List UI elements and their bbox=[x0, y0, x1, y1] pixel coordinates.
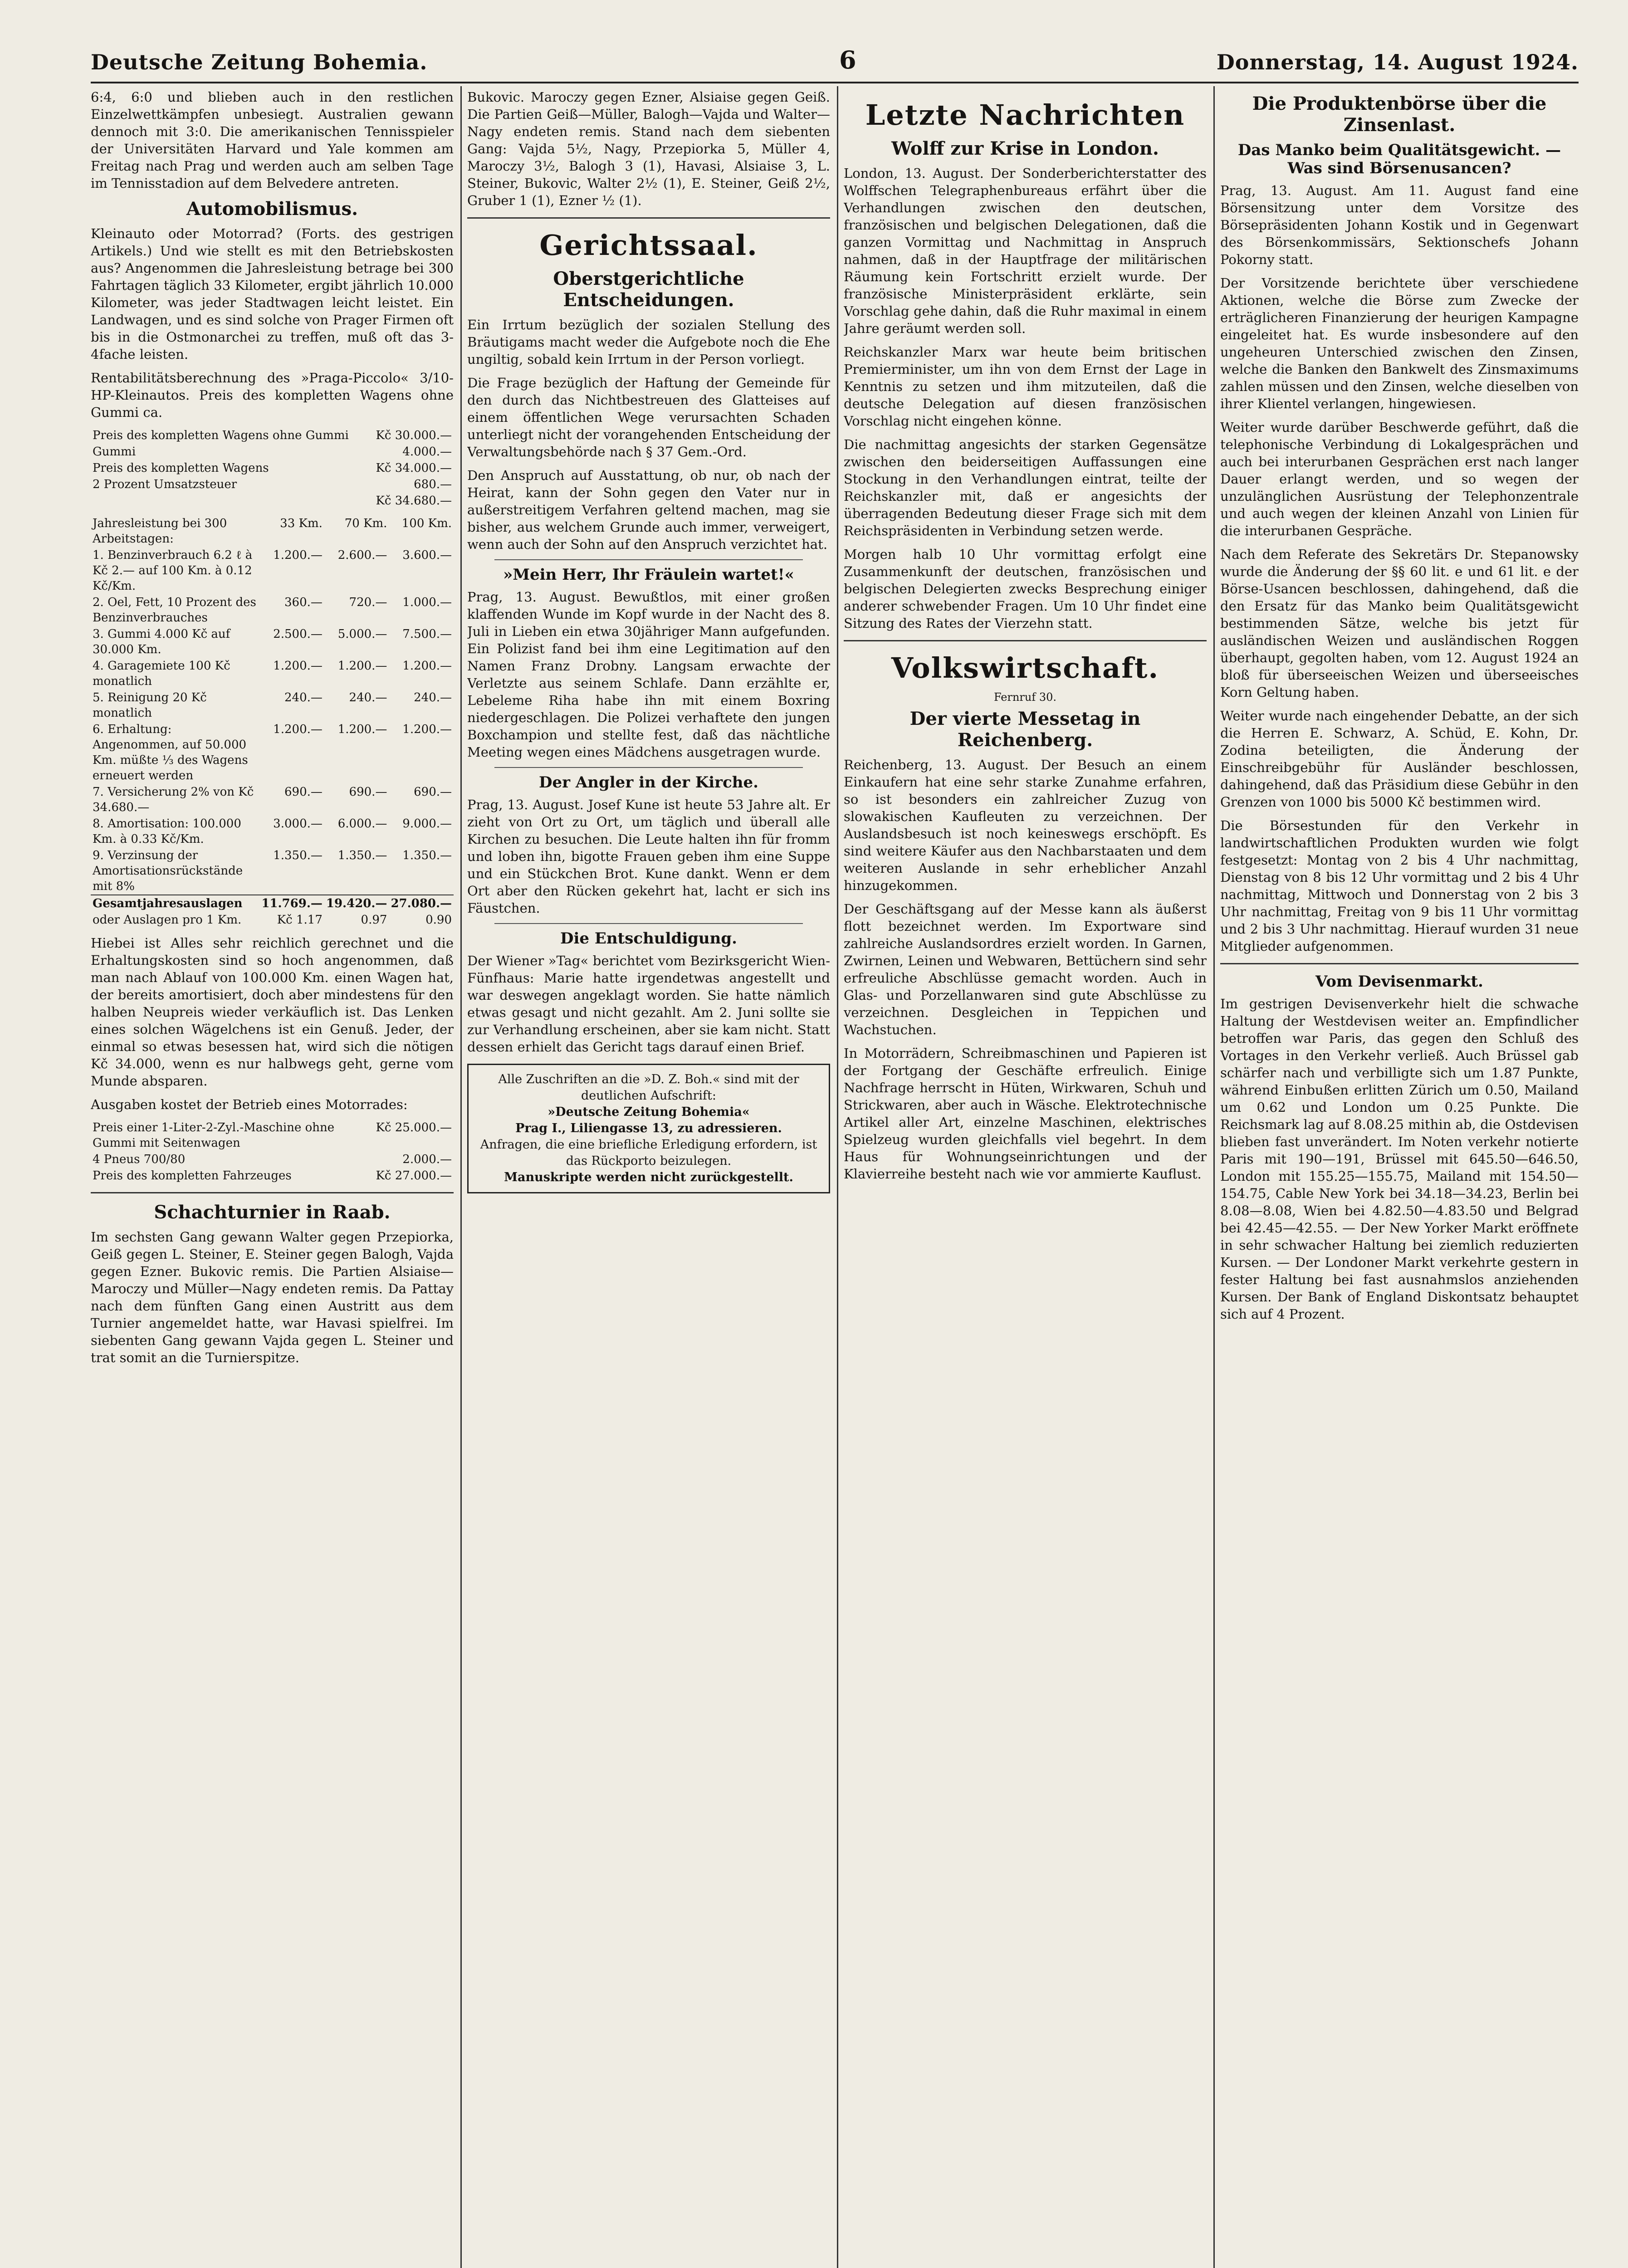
cost-row-c: 1.200.— bbox=[402, 659, 452, 673]
moto-row-label: Preis einer 1-Liter-2-Zyl.-Maschine ohne Gummi mit Seitenwagen bbox=[93, 1121, 335, 1150]
section-rule bbox=[467, 217, 830, 219]
automobile-conclusion: Hiebei ist Alles sehr reichlich gerechnet und die Erhaltungskosten sind so hoch angenommen, daß man nach Ablauf von 100.000 Km. einen Wagen hat, der bereits amortisiert, doch aber mindestens für den halben Neupreis wieder verkäuflich ist. Das Lenken eines solchen Wägelchens ist ein Genuß. Jeder, der einmal so etwas besessen hat, wird sich die nötigen Kč 34.000, wenn es nur halbwegs geht, gerne vom Munde absparen. bbox=[91, 935, 454, 1089]
cost-row-label: 8. Amortisation: 100.000 Km. à 0.33 Kč/Km. bbox=[93, 817, 241, 846]
cost-row bbox=[91, 626, 454, 658]
moto-row-label: 4 Pneus 700/80 bbox=[93, 1153, 186, 1166]
moto-row-value: 2.000.— bbox=[402, 1153, 452, 1166]
cost-row bbox=[91, 784, 454, 816]
moto-row-label: Preis des kompletten Fahrzeuges bbox=[93, 1169, 292, 1183]
court-subheading: Oberstgerichtliche Entscheidungen. bbox=[553, 268, 744, 311]
moto-row bbox=[91, 1119, 454, 1151]
economy-heading: Volkswirtschaft. bbox=[891, 651, 1159, 684]
divider bbox=[494, 767, 803, 768]
cost-total-a: 11.769.— bbox=[259, 895, 324, 912]
cost-total-row bbox=[91, 895, 454, 912]
bourse-heading: Die Produktenbörse über die Zinsenlast. bbox=[1252, 93, 1547, 136]
notice-line-1: Alle Zuschriften an die »D. Z. Boh.« sind mit der deutlichen Aufschrift: bbox=[498, 1072, 799, 1103]
cost-row-a: 1.200.— bbox=[273, 548, 323, 562]
cost-row bbox=[91, 816, 454, 847]
price-row bbox=[91, 427, 454, 444]
automobile-text: Kleinauto oder Motorrad? (Forts. des gestrigen Artikels.) Und wie stellt es mit den Betriebskosten aus? Angenommen die Jahresleistung betrage bei 300 Fahrtagen täglich 33 Kilometer, ergibt jährlich 10.000 Kilometer, was jeder Stadtwagen leicht leistet. Ein Landwagen, und es sind solche von Prager Firmen oft bis in die Ostmonarchei zu treffen, muß oft das 3-4fache leisten. bbox=[91, 226, 454, 362]
notice-line-2: »Deutsche Zeitung Bohemia« bbox=[548, 1105, 750, 1119]
chess-continued: Bukovic. Maroczy gegen Ezner, Alsiaise gegen Geiß. Die Partien Geiß—Müller, Balogh—Vajda und Walter—Nagy endeten remis. Stand nach dem siebenten Gang: Vajda 5½, Nagy, Przepiorka 5, Müller 4, Maroczy 3½, Balogh 3 (1), Havasi, Alsiaise 3, L. Steiner, Bukovic, Walter 2½ (1), E. Steiner, Geiß 2½, Gruber 1 (1), Ezner ½ (1). bbox=[467, 89, 830, 208]
cost-header-a: 33 Km. bbox=[280, 517, 323, 530]
cost-row-a: 1.350.— bbox=[273, 849, 323, 862]
cost-row bbox=[91, 689, 454, 721]
cost-row-label: 5. Reinigung 20 Kč monatlich bbox=[93, 691, 207, 720]
sports-intro: 6:4, 6:0 und blieben auch in den restlichen Einzelwettkämpfen unbesiegt. Australien gewann dennoch mit 3:0. Die amerikanischen Tennisspieler der Universitäten Harvard und Yale kommen am Freitag nach Prag und werden auch am selben Tage im Tennisstadion auf dem Belvedere antreten. bbox=[91, 89, 454, 191]
price-table bbox=[91, 427, 454, 509]
cost-row-label: 9. Verzinsung der Amortisationsrückstände mit 8% bbox=[93, 849, 243, 893]
cost-row-c: 9.000.— bbox=[402, 817, 452, 831]
cost-row-a: 360.— bbox=[284, 596, 323, 609]
moto-row bbox=[91, 1168, 454, 1184]
page-number: 6 bbox=[839, 45, 857, 74]
running-header bbox=[91, 45, 1579, 77]
editorial-notice bbox=[467, 1064, 830, 1193]
cost-perkm-a: Kč 1.17 bbox=[277, 913, 323, 927]
price-row-value: Kč 34.000.— bbox=[376, 461, 452, 475]
price-row-label: Preis des kompletten Wagens ohne Gummi bbox=[93, 429, 349, 442]
price-row-value: Kč 34.680.— bbox=[376, 494, 452, 508]
cost-perkm-label: oder Auslagen pro 1 Km. bbox=[93, 913, 242, 927]
price-row bbox=[91, 460, 454, 476]
cost-row-a: 2.500.— bbox=[273, 627, 323, 641]
notice-line-4: Anfragen, die eine briefliche Erledigung erfordern, ist das Rückporto beizulegen. bbox=[480, 1138, 817, 1168]
notice-line-5: Manuskripte werden nicht zurückgestellt. bbox=[504, 1170, 793, 1184]
story-heading: »Mein Herr, Ihr Fräulein wartet!« bbox=[503, 566, 794, 584]
cost-row bbox=[91, 658, 454, 689]
column-2 bbox=[467, 88, 830, 2268]
bourse-text-5: Weiter wurde nach eingehender Debatte, an der sich die Herren E. Schwarz, A. Schüd, E. Kohn, Dr. Zodina beteiligten, die Änderung der Einschreibgebühr für Ausländer beschlossen, dahingehend, daß das Präsidium diese Gebühr in den Grenzen von 1000 bis 5000 Kč bestimmen wird. bbox=[1220, 708, 1579, 810]
price-row-value: Kč 30.000.— bbox=[376, 429, 452, 442]
economy-phone: Fernruf 30. bbox=[993, 691, 1057, 704]
forex-heading: Vom Devisenmarkt. bbox=[1315, 973, 1484, 991]
fair-text-3: In Motorrädern, Schreibmaschinen und Papieren ist der Fortgang der Geschäfte erfreulich. Einige Nachfrage herrscht in Hüten, Wirkwaren, Schuh und Strickwaren, aber auch in Wäsche. Elektrotechnische Artikel aller Art, einzelne Maschinen, elektrisches Spielzeug wurden gleichfalls viel begehrt. In dem Haus für Wohnungseinrichtungen und der Klavierreihe besteht nach wie vor ammierte Kauflust. bbox=[844, 1046, 1207, 1182]
court-item-2: Die Frage bezüglich der Haftung der Gemeinde für den durch das Nichtbestreuen des Glatteises auf einem öffentlichen Wege verursachten Schaden unterliegt nicht der vorangehenden Entscheidung der Verwaltungsbehörde nach § 37 Gem.-Ord. bbox=[467, 375, 830, 459]
bourse-text-2: Der Vorsitzende berichtete über verschiedene Aktionen, welche die Börse zum Zwecke der erträglicheren Finanzierung der heurigen Kampagne eingeleitet hat. Es wurde insbesondere auf den ungeheuren Unterschied zwischen den Zinsen, welche die Banken den Bankwelt des Zinsmaximums zahlen müssen und den Zinsen, welche dieselben von ihrer Klientel verlangen, hingewiesen. bbox=[1220, 275, 1579, 411]
forex-text: Im gestrigen Devisenverkehr hielt die schwache Haltung der Westdevisen weiter an. Empfindlicher betroffen war Paris, das gegen den Schluß des Vortages in den Verkehr verließ. Auch Brüssel gab schärfer nach und verbilligte sich um 1.87 Punkte, während Einbußen erlitten Zürich um 0.50, Mailand um 0.62 und London um 0.25 Punkte. Die Reichsmark lag auf 8.08.25 mithin ab, die Ostdevisen blieben fast unverändert. Im Noten verkehr notierte Paris mit 190—191, Brüssel mit 645.50—646.50, London mit 155.25—155.75, Mailand mit 154.50—154.75, Cable New York bei 34.18—34.23, Berlin bei 8.08—8.08, Wien bei 4.82.50—4.83.50 und Belgrad bei 42.45—42.55. — Der New Yorker Markt eröffnete in sehr schwacher Haltung bei ziemlich reduzierten Kursen. — Der Londoner Markt verkehrte gestern in fester Haltung bei fast ausnahmslos anziehenden Kursen. Der Bank of England Diskontsatz behauptet sich auf 4 Prozent. bbox=[1220, 996, 1579, 1322]
chess-heading: Schachturnier in Raab. bbox=[154, 1202, 391, 1223]
column-4 bbox=[1220, 88, 1579, 2268]
cost-row bbox=[91, 547, 454, 594]
price-row-value: 4.000.— bbox=[402, 445, 452, 459]
automobile-heading: Automobilismus. bbox=[186, 198, 358, 220]
price-row-label: Gummi bbox=[93, 445, 136, 459]
cost-row-c: 1.200.— bbox=[402, 723, 452, 736]
cost-header-b: 70 Km. bbox=[344, 517, 387, 530]
cost-row-b: 5.000.— bbox=[337, 627, 387, 641]
cost-row-b: 6.000.— bbox=[337, 817, 387, 831]
cost-table bbox=[91, 515, 454, 928]
apology-text: Der Wiener »Tag« berichtet vom Bezirksgericht Wien-Fünfhaus: Marie hatte irgendetwas angestellt und war deswegen angeklagt worden. Sie hatte nämlich etwas gesagt und nicht gezahlt. Am 2. Juni sollte sie zur Verhandlung erscheinen, aber sie kam nicht. Statt dessen erhielt das Gericht tags darauf einen Brief. bbox=[467, 953, 830, 1055]
bourse-text-6: Die Börsestunden für den Verkehr in landwirtschaftlichen Produkten wurden wie folgt festgesetzt: Montag von 2 bis 4 Uhr nachmittag, Dienstag von 8 bis 12 Uhr vormittag und 2 bis 4 Uhr nachmittag, Mittwoch und Donnerstag von 2 bis 3 Uhr nachmittag, Freitag von 9 bis 11 Uhr vormittag und 2 bis 3 Uhr nachmittag. Hierauf wurden 31 neue Mitglieder aufgenommen. bbox=[1220, 818, 1579, 954]
court-item-1: Ein Irrtum bezüglich der sozialen Stellung des Bräutigams macht weder die Aufgebote noch die Ehe ungiltig, sobald kein Irrtum in der Person vorliegt. bbox=[467, 317, 830, 367]
cost-row-b: 720.— bbox=[349, 596, 387, 609]
cost-header-label: Jahresleistung bei 300 Arbeitstagen: bbox=[93, 517, 227, 546]
moto-row-value: Kč 25.000.— bbox=[376, 1121, 452, 1134]
divider bbox=[494, 559, 803, 560]
cost-row-b: 2.600.— bbox=[337, 548, 387, 562]
news-text-1: London, 13. August. Der Sonderberichterstatter des Wolffschen Telegraphenbureaus erfährt über die Verhandlungen zwischen den deutschen, französischen und belgischen Delegationen, daß die ganzen Vormittag und Nachmittag in Anspruch nahmen, daß in der Hauptfrage der militärischen Räumung kein Fortschritt erzielt wurde. Der französische Ministerpräsident erklärte, sein Vorschlag gehe dahin, daß die Ruhr maximal in einem Jahre geräumt werden soll. bbox=[844, 166, 1207, 336]
cost-total-c: 27.080.— bbox=[389, 895, 454, 912]
news-heading: Letzte Nachrichten bbox=[865, 98, 1185, 132]
cost-row bbox=[91, 721, 454, 784]
price-row bbox=[91, 444, 454, 460]
cost-row-a: 240.— bbox=[284, 691, 323, 704]
issue-date: Donnerstag, 14. August 1924. bbox=[1216, 50, 1579, 74]
cost-row-label: 3. Gummi 4.000 Kč auf 30.000 Km. bbox=[93, 627, 230, 656]
fair-text-1: Reichenberg, 13. August. Der Besuch an einem Einkaufern hat eine sehr starke Zunahme erfahren, so ist besonders ein zahlreicher Zuzug von slowakischen Kaufleuten zu verzeichnen. Der Auslandsbesuch ist noch keineswegs erschöpft. Es sind weitere Käufer aus den Nachbarstaaten und dem weiteren Auslande in sehr erheblicher Anzahl hinzugekommen. bbox=[844, 757, 1207, 893]
chess-text: Im sechsten Gang gewann Walter gegen Przepiorka, Geiß gegen L. Steiner, E. Steiner gegen Balogh, Vajda gegen Ezner. Bukovic remis. Die Partien Alsiaise—Maroczy und Müller—Nagy endeten remis. Da Pattay nach dem fünften Gang einen Austritt aus dem Turnier angemeldet hatte, war Havasi spielfrei. Im siebenten Gang gewann Vajda gegen L. Steiner und trat somit an die Turnierspitze. bbox=[91, 1229, 454, 1365]
section-rule bbox=[844, 640, 1207, 641]
angler-text: Prag, 13. August. Josef Kune ist heute 53 Jahre alt. Er zieht von Ort zu Ort, um täglich und überall alle Kirchen zu besuchen. Die Leute halten ihn für fromm und loben ihn, bigotte Frauen geben ihm eine Suppe und ein Stückchen Brot. Kune dankt. Wenn er dem Ort aber den Rücken gekehrt hat, lacht er sich ins Fäustchen. bbox=[467, 797, 830, 916]
cost-row-b: 240.— bbox=[349, 691, 387, 704]
cost-perkm-row bbox=[91, 912, 454, 928]
apology-heading: Die Entschuldigung. bbox=[560, 929, 737, 948]
cost-row-c: 1.000.— bbox=[402, 596, 452, 609]
bourse-text-4: Nach dem Referate des Sekretärs Dr. Stepanowsky wurde die Änderung der §§ 60 lit. e und 61 lit. e der Börse-Usancen beschlossen, dahingehend, daß die den Ersatz für das Manko beim Qualitätsgewicht bestimmenden Sätze, welche bis jetzt für ausländischen Weizen und ausländischen Roggen überhaupt, gegolten haben, vom 12. August 1924 an bloß für überseeischen Weizen und überseeisches Korn Geltung haben. bbox=[1220, 547, 1579, 700]
column-rule bbox=[837, 86, 838, 2268]
story-text: Prag, 13. August. Bewußtlos, mit einer großen klaffenden Wunde im Kopf wurde in der Nacht des 8. Juli in Lieben ein etwa 30jähriger Mann aufgefunden. Ein Polizist fand bei ihm eine Legitimation auf den Namen Franz Drobny. Langsam erwachte der Verletzte aus seinem Schlafe. Dann erzählte er, Lebeleme Riha habe ihn mit einem Boxring niedergeschlagen. Die Polizei verhaftete den jungen Boxchampion und stellte fest, daß das nächtliche Meeting wegen eines Mädchens ausgetragen wurde. bbox=[467, 589, 830, 760]
cost-row-c: 7.500.— bbox=[402, 627, 452, 641]
masthead-title: Deutsche Zeitung Bohemia. bbox=[91, 50, 428, 74]
cost-row-c: 3.600.— bbox=[402, 548, 452, 562]
cost-row-label: 7. Versicherung 2% von Kč 34.680.— bbox=[93, 785, 254, 814]
price-row bbox=[91, 476, 454, 493]
price-row-label: Preis des kompletten Wagens bbox=[93, 461, 269, 475]
moto-row bbox=[91, 1151, 454, 1168]
cost-total-b: 19.420.— bbox=[324, 895, 389, 912]
cost-row-b: 1.350.— bbox=[337, 849, 387, 862]
court-heading: Gerichtssaal. bbox=[539, 229, 758, 262]
cost-row-label: 6. Erhaltung: Angenommen, auf 50.000 Km. müßte ⅓ des Wagens erneuert werden bbox=[93, 723, 248, 782]
moto-row-value: Kč 27.000.— bbox=[376, 1169, 452, 1183]
cost-row-a: 690.— bbox=[284, 785, 323, 799]
cost-row-b: 1.200.— bbox=[337, 659, 387, 673]
cost-row-c: 240.— bbox=[414, 691, 452, 704]
cost-row-a: 1.200.— bbox=[273, 723, 323, 736]
bourse-text-1: Prag, 13. August. Am 11. August fand eine Börsensitzung unter dem Vorsitze des Börsepräsidenten Johann Kostik und in Gegenwart des Börsenkommissärs, Sektionschefs Johann Pokorny statt. bbox=[1220, 183, 1579, 267]
cost-perkm-b: 0.97 bbox=[361, 913, 387, 927]
column-1 bbox=[91, 88, 454, 2268]
divider bbox=[494, 923, 803, 924]
bourse-subheading: Das Manko beim Qualitätsgewicht. — Was sind Börsenusancen? bbox=[1237, 141, 1561, 177]
column-rule bbox=[1213, 86, 1215, 2268]
cost-row-c: 690.— bbox=[414, 785, 452, 799]
motorcycle-table bbox=[91, 1119, 454, 1184]
cost-row-a: 3.000.— bbox=[273, 817, 323, 831]
header-rule bbox=[91, 82, 1579, 83]
section-rule bbox=[91, 1192, 454, 1193]
cost-header-c: 100 Km. bbox=[401, 517, 452, 530]
cost-row bbox=[91, 847, 454, 895]
cost-row-a: 1.200.— bbox=[273, 659, 323, 673]
court-item-3: Den Anspruch auf Ausstattung, ob nur, ob nach der Heirat, kann der Sohn gegen den Vater nur in außerstreitigem Verfahren geltend machen, mag sie bisher, aus welchem Grunde auch immer, verweigert, wenn auch der Sohn auf den Anspruch verzichtet hat. bbox=[467, 468, 830, 552]
price-row-label bbox=[91, 493, 368, 509]
price-row bbox=[91, 493, 454, 509]
motorcycle-heading: Ausgaben kostet der Betrieb eines Motorrades: bbox=[91, 1097, 408, 1112]
bourse-text-3: Weiter wurde darüber Beschwerde geführt, daß die telephonische Verbindung di Lokalgesprächen und auch bei interurbanen Gesprächen erst nach langer Dauer erlangt werden, und so wegen der unzulänglichen Ausrüstung der Telephonzentrale und auch wegen der kleinen Anzahl von Linien für die interurbanen Gespräche. bbox=[1220, 420, 1579, 538]
cost-perkm-c: 0.90 bbox=[425, 913, 452, 927]
fair-heading: Der vierte Messetag in Reichenberg. bbox=[909, 708, 1141, 751]
cost-row-label: 1. Benzinverbrauch 6.2 ℓ à Kč 2.— auf 100 Km. à 0.12 Kč/Km. bbox=[93, 548, 253, 593]
cost-row-b: 1.200.— bbox=[337, 723, 387, 736]
price-row-value: 680.— bbox=[414, 478, 452, 491]
cost-total-label: Gesamtjahresauslagen bbox=[91, 895, 259, 912]
rentability-heading: Rentabilitätsberechnung des »Praga-Piccolo« 3/10-HP-Kleinautos. Preis des kompletten Wagens ohne Gummi ca. bbox=[91, 370, 454, 420]
column-3 bbox=[844, 88, 1207, 2268]
price-row-label: 2 Prozent Umsatzsteuer bbox=[93, 478, 237, 491]
section-rule bbox=[1220, 963, 1579, 964]
news-text-2: Reichskanzler Marx war heute beim britischen Premierminister, um ihn von dem Ernst der Lage in Kenntnis zu setzen und ihm mitzuteilen, daß die deutsche Delegation auf diesen französischen Vorschlag nicht eingehen könne. bbox=[844, 344, 1207, 429]
column-rule bbox=[460, 86, 462, 2268]
cost-row bbox=[91, 594, 454, 626]
news-text-4: Morgen halb 10 Uhr vormittag erfolgt eine Zusammenkunft der deutschen, französischen und belgischen Delegierten zwecks Besprechung einiger anderer schwebender Fragen. Um 10 Uhr findet eine Sitzung des Rates der Vierzehn statt. bbox=[844, 547, 1207, 631]
news-text-3: Die nachmittag angesichts der starken Gegensätze zwischen den beiderseitigen Auffassungen eine Stockung in den Verhandlungen eintrat, teilte der Reichskanzler mit, daß er angesichts der überragenden Bedeutung dieser Frage sich mit dem Reichspräsidenten in Verbindung setzen werde. bbox=[844, 437, 1207, 538]
fair-text-2: Der Geschäftsgang auf der Messe kann als äußerst flott bezeichnet werden. Im Exportware sind zahlreiche Auslandsordres erzielt worden. In Garnen, Zwirnen, Leinen und Webwaren, Bettüchern sind sehr erfreuliche Abschlüsse gemacht worden. Auch in Glas- und Porzellanwaren sind gute Abschlüsse zu verzeichnen. Desgleichen in Teppichen und Wachstuchen. bbox=[844, 901, 1207, 1037]
cost-row-c: 1.350.— bbox=[402, 849, 452, 862]
angler-heading: Der Angler in der Kirche. bbox=[539, 773, 758, 792]
cost-row-label: 2. Oel, Fett, 10 Prozent des Benzinverbrauches bbox=[93, 596, 256, 625]
notice-line-3: Prag I., Liliengasse 13, zu adressieren. bbox=[515, 1121, 782, 1135]
news-subheading: Wolff zur Krise in London. bbox=[891, 138, 1159, 159]
cost-row-b: 690.— bbox=[349, 785, 387, 799]
cost-row-label: 4. Garagemiete 100 Kč monatlich bbox=[93, 659, 230, 688]
